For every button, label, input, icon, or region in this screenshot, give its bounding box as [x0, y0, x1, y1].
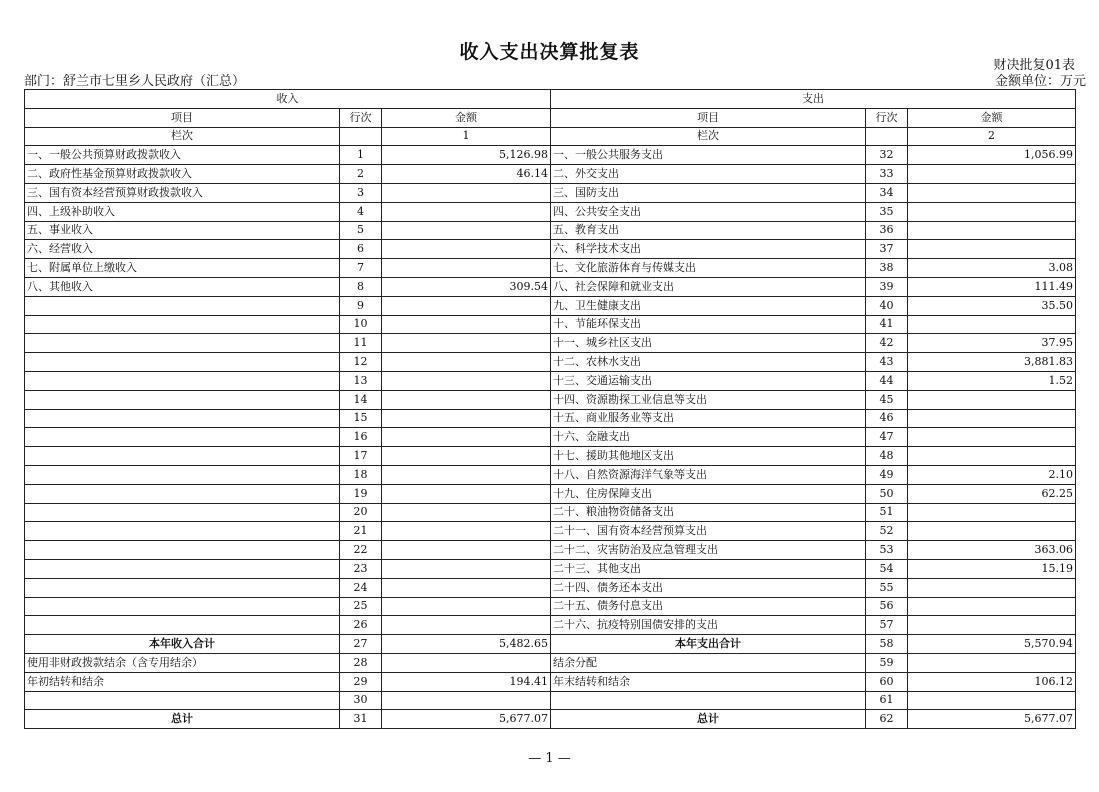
expense-row-no-cell: 36 [866, 221, 908, 240]
income-item-cell [25, 428, 340, 447]
income-amount-cell [382, 597, 551, 616]
income-item-cell: 六、经营收入 [25, 240, 340, 259]
expense-column-number: 2 [908, 127, 1076, 146]
expense-amount-cell [908, 240, 1076, 259]
income-row-no-cell: 19 [340, 484, 382, 503]
expense-item-cell: 七、文化旅游体育与传媒支出 [551, 259, 866, 278]
income-amount-cell [382, 578, 551, 597]
income-amount-cell [382, 484, 551, 503]
income-row-no-cell: 23 [340, 559, 382, 578]
expense-amount-cell: 15.19 [908, 559, 1076, 578]
expense-amount-cell [908, 202, 1076, 221]
expense-item-cell: 二十四、债务还本支出 [551, 578, 866, 597]
income-item-cell [25, 315, 340, 334]
income-amount-cell [382, 240, 551, 259]
expense-item-cell: 六、科学技术支出 [551, 240, 866, 259]
table-row [25, 484, 1076, 503]
expense-row-no-cell: 55 [866, 578, 908, 597]
income-item-cell [25, 447, 340, 466]
table-row [25, 353, 1076, 372]
income-row-no-cell: 31 [340, 710, 382, 729]
income-row-no-cell: 22 [340, 541, 382, 560]
expense-amount-cell [908, 503, 1076, 522]
expense-amount-cell: 106.12 [908, 672, 1076, 691]
expense-amount-cell [908, 653, 1076, 672]
income-row-no-cell: 11 [340, 334, 382, 353]
expense-amount-cell: 5,570.94 [908, 635, 1076, 654]
expense-amount-cell [908, 578, 1076, 597]
income-item-cell: 总计 [25, 710, 340, 729]
expense-item-cell: 二十五、债务付息支出 [551, 597, 866, 616]
expense-row-no-cell: 41 [866, 315, 908, 334]
income-amount-cell [382, 315, 551, 334]
income-amount-cell [382, 428, 551, 447]
income-amount-cell [382, 653, 551, 672]
table-row [25, 259, 1076, 278]
expense-amount-cell [908, 183, 1076, 202]
expense-item-cell: 二十六、抗疫特别国债安排的支出 [551, 616, 866, 635]
table-row [25, 277, 1076, 296]
income-row-no-cell: 6 [340, 240, 382, 259]
table-row [25, 710, 1076, 729]
income-row-no-cell: 24 [340, 578, 382, 597]
income-amount-cell [382, 691, 551, 710]
expense-row-no-cell: 37 [866, 240, 908, 259]
expense-row-no-cell: 40 [866, 296, 908, 315]
page-number: — 1 — [528, 751, 571, 766]
expense-amount-cell [908, 522, 1076, 541]
income-row-no-cell: 5 [340, 221, 382, 240]
income-amount-cell: 46.14 [382, 165, 551, 184]
expense-item-cell: 八、社会保障和就业支出 [551, 277, 866, 296]
expense-amount-cell: 2.10 [908, 465, 1076, 484]
expense-row-no-cell: 34 [866, 183, 908, 202]
income-item-cell [25, 522, 340, 541]
income-item-cell [25, 503, 340, 522]
expense-amount-cell: 5,677.07 [908, 710, 1076, 729]
expense-row-no-cell: 62 [866, 710, 908, 729]
income-row-no-cell: 28 [340, 653, 382, 672]
expense-item-cell: 年末结转和结余 [551, 672, 866, 691]
income-amount-cell [382, 202, 551, 221]
income-row-no-cell: 7 [340, 259, 382, 278]
income-amount-cell [382, 334, 551, 353]
expense-item-cell: 二十一、国有资本经营预算支出 [551, 522, 866, 541]
expense-amount-cell: 37.95 [908, 334, 1076, 353]
table-row [25, 447, 1076, 466]
expense-row-no-cell: 38 [866, 259, 908, 278]
income-row-no-cell: 13 [340, 371, 382, 390]
income-column-no-empty [340, 127, 382, 146]
expense-amount-cell [908, 409, 1076, 428]
expense-item-cell: 九、卫生健康支出 [551, 296, 866, 315]
expense-row-no-cell: 45 [866, 390, 908, 409]
table-row [25, 390, 1076, 409]
expense-item-cell: 十五、商业服务业等支出 [551, 409, 866, 428]
expense-amount-cell: 3.08 [908, 259, 1076, 278]
income-row-no-cell: 30 [340, 691, 382, 710]
income-amount-cell [382, 296, 551, 315]
income-item-cell: 一、一般公共预算财政拨款收入 [25, 146, 340, 165]
income-item-cell: 本年收入合计 [25, 635, 340, 654]
income-row-no-cell: 3 [340, 183, 382, 202]
expense-amount-cell: 35.50 [908, 296, 1076, 315]
expense-row-no-cell: 51 [866, 503, 908, 522]
income-row-no-cell: 2 [340, 165, 382, 184]
expense-item-cell: 十八、自然资源海洋气象等支出 [551, 465, 866, 484]
expense-item-cell: 二十二、灾害防治及应急管理支出 [551, 541, 866, 560]
income-item-cell [25, 296, 340, 315]
expense-amount-cell: 1.52 [908, 371, 1076, 390]
table-row [25, 183, 1076, 202]
income-amount-cell [382, 559, 551, 578]
income-row-no-header: 行次 [340, 108, 382, 127]
income-item-cell: 七、附属单位上缴收入 [25, 259, 340, 278]
expense-row-no-cell: 54 [866, 559, 908, 578]
expense-row-no-cell: 57 [866, 616, 908, 635]
income-row-no-cell: 21 [340, 522, 382, 541]
expense-amount-cell [908, 428, 1076, 447]
income-amount-cell [382, 616, 551, 635]
income-item-cell [25, 559, 340, 578]
income-item-header: 项目 [25, 108, 340, 127]
expense-amount-cell: 111.49 [908, 277, 1076, 296]
table-body [25, 146, 1076, 729]
table-row [25, 541, 1076, 560]
income-item-cell: 八、其他收入 [25, 277, 340, 296]
income-item-cell [25, 371, 340, 390]
income-item-cell [25, 409, 340, 428]
expense-row-no-cell: 35 [866, 202, 908, 221]
table-row [25, 465, 1076, 484]
expense-item-cell: 本年支出合计 [551, 635, 866, 654]
income-row-no-cell: 27 [340, 635, 382, 654]
expense-amount-cell [908, 447, 1076, 466]
expense-item-cell: 十七、援助其他地区支出 [551, 447, 866, 466]
income-item-cell [25, 691, 340, 710]
income-item-cell [25, 484, 340, 503]
expense-item-cell [551, 691, 866, 710]
expense-item-cell: 五、教育支出 [551, 221, 866, 240]
expense-section-header: 支出 [551, 90, 1076, 109]
expense-row-no-cell: 46 [866, 409, 908, 428]
expense-row-no-cell: 47 [866, 428, 908, 447]
expense-item-cell: 二十、粮油物资储备支出 [551, 503, 866, 522]
form-code: 财决批复01表 [993, 58, 1075, 73]
expense-amount-cell [908, 691, 1076, 710]
income-item-cell: 三、国有资本经营预算财政拨款收入 [25, 183, 340, 202]
table-row [25, 334, 1076, 353]
income-row-no-cell: 17 [340, 447, 382, 466]
expense-item-cell: 十一、城乡社区支出 [551, 334, 866, 353]
table-row [25, 371, 1076, 390]
expense-amount-cell [908, 597, 1076, 616]
income-row-no-cell: 16 [340, 428, 382, 447]
unit-label: 金额单位：万元 [994, 74, 1086, 89]
expense-amount-cell: 3,881.83 [908, 353, 1076, 372]
income-row-no-cell: 15 [340, 409, 382, 428]
expense-item-cell: 一、一般公共服务支出 [551, 146, 866, 165]
expense-amount-cell [908, 221, 1076, 240]
table-row [25, 597, 1076, 616]
expense-row-no-cell: 60 [866, 672, 908, 691]
table-row [25, 672, 1076, 691]
income-amount-header: 金额 [382, 108, 551, 127]
expense-amount-cell [908, 315, 1076, 334]
expense-row-no-cell: 56 [866, 597, 908, 616]
expense-amount-cell: 1,056.99 [908, 146, 1076, 165]
income-row-no-cell: 14 [340, 390, 382, 409]
expense-row-no-cell: 33 [866, 165, 908, 184]
expense-amount-cell [908, 616, 1076, 635]
income-item-cell [25, 465, 340, 484]
income-amount-cell: 5,677.07 [382, 710, 551, 729]
expense-item-cell: 总计 [551, 710, 866, 729]
page-title: 收入支出决算批复表 [459, 41, 640, 63]
income-amount-cell: 5,126.98 [382, 146, 551, 165]
income-item-cell [25, 597, 340, 616]
expense-item-cell: 结余分配 [551, 653, 866, 672]
table-row [25, 578, 1076, 597]
income-item-cell: 五、事业收入 [25, 221, 340, 240]
table-row [25, 221, 1076, 240]
settlement-table [24, 89, 1076, 729]
income-column-no-label: 栏次 [25, 127, 340, 146]
table-row [25, 165, 1076, 184]
income-item-cell: 使用非财政拨款结余（含专用结余） [25, 653, 340, 672]
expense-column-no-empty [866, 127, 908, 146]
income-amount-cell: 309.54 [382, 277, 551, 296]
table-row [25, 146, 1076, 165]
income-column-number: 1 [382, 127, 551, 146]
table-row [25, 296, 1076, 315]
expense-item-cell: 二十三、其他支出 [551, 559, 866, 578]
column-header-row [25, 108, 1076, 127]
expense-item-cell: 十二、农林水支出 [551, 353, 866, 372]
income-row-no-cell: 4 [340, 202, 382, 221]
income-row-no-cell: 12 [340, 353, 382, 372]
income-row-no-cell: 10 [340, 315, 382, 334]
table-row [25, 559, 1076, 578]
expense-item-cell: 十四、资源勘探工业信息等支出 [551, 390, 866, 409]
income-row-no-cell: 29 [340, 672, 382, 691]
expense-item-cell: 三、国防支出 [551, 183, 866, 202]
income-amount-cell [382, 390, 551, 409]
expense-row-no-cell: 43 [866, 353, 908, 372]
expense-amount-cell [908, 165, 1076, 184]
expense-row-no-cell: 42 [866, 334, 908, 353]
income-amount-cell: 5,482.65 [382, 635, 551, 654]
column-number-row [25, 127, 1076, 146]
income-row-no-cell: 1 [340, 146, 382, 165]
table-row [25, 635, 1076, 654]
income-row-no-cell: 25 [340, 597, 382, 616]
income-amount-cell [382, 465, 551, 484]
expense-row-no-cell: 53 [866, 541, 908, 560]
income-amount-cell [382, 183, 551, 202]
expense-amount-cell: 62.25 [908, 484, 1076, 503]
income-amount-cell [382, 353, 551, 372]
income-item-cell [25, 353, 340, 372]
income-row-no-cell: 20 [340, 503, 382, 522]
expense-row-no-cell: 49 [866, 465, 908, 484]
expense-row-no-cell: 39 [866, 277, 908, 296]
income-item-cell [25, 578, 340, 597]
table-row [25, 653, 1076, 672]
expense-row-no-cell: 44 [866, 371, 908, 390]
expense-row-no-cell: 48 [866, 447, 908, 466]
table-row [25, 691, 1076, 710]
expense-item-cell: 十九、住房保障支出 [551, 484, 866, 503]
expense-item-header: 项目 [551, 108, 866, 127]
expense-amount-cell: 363.06 [908, 541, 1076, 560]
income-item-cell [25, 390, 340, 409]
table-row [25, 202, 1076, 221]
income-amount-cell [382, 541, 551, 560]
income-row-no-cell: 26 [340, 616, 382, 635]
expense-row-no-cell: 50 [866, 484, 908, 503]
income-row-no-cell: 8 [340, 277, 382, 296]
expense-row-no-cell: 61 [866, 691, 908, 710]
expense-row-no-header: 行次 [866, 108, 908, 127]
income-section-header: 收入 [25, 90, 551, 109]
table-row [25, 522, 1076, 541]
income-item-cell: 年初结转和结余 [25, 672, 340, 691]
income-row-no-cell: 9 [340, 296, 382, 315]
income-item-cell [25, 334, 340, 353]
expense-item-cell: 四、公共安全支出 [551, 202, 866, 221]
income-amount-cell [382, 259, 551, 278]
income-amount-cell [382, 371, 551, 390]
income-row-no-cell: 18 [340, 465, 382, 484]
table-row [25, 315, 1076, 334]
income-item-cell [25, 616, 340, 635]
section-header-row [25, 90, 1076, 109]
expense-amount-cell [908, 390, 1076, 409]
expense-item-cell: 十三、交通运输支出 [551, 371, 866, 390]
table-row [25, 409, 1076, 428]
income-amount-cell [382, 522, 551, 541]
expense-item-cell: 十六、金融支出 [551, 428, 866, 447]
expense-row-no-cell: 58 [866, 635, 908, 654]
table-row [25, 428, 1076, 447]
expense-column-no-label: 栏次 [551, 127, 866, 146]
expense-row-no-cell: 59 [866, 653, 908, 672]
expense-row-no-cell: 52 [866, 522, 908, 541]
table-row [25, 503, 1076, 522]
income-item-cell: 四、上级补助收入 [25, 202, 340, 221]
expense-row-no-cell: 32 [866, 146, 908, 165]
income-item-cell [25, 541, 340, 560]
department-label: 部门：舒兰市七里乡人民政府（汇总） [24, 74, 246, 89]
income-amount-cell [382, 221, 551, 240]
income-amount-cell [382, 447, 551, 466]
income-amount-cell: 194.41 [382, 672, 551, 691]
expense-item-cell: 十、节能环保支出 [551, 315, 866, 334]
expense-item-cell: 二、外交支出 [551, 165, 866, 184]
table-row [25, 616, 1076, 635]
income-item-cell: 二、政府性基金预算财政拨款收入 [25, 165, 340, 184]
income-amount-cell [382, 503, 551, 522]
expense-amount-header: 金额 [908, 108, 1076, 127]
income-amount-cell [382, 409, 551, 428]
table-row [25, 240, 1076, 259]
